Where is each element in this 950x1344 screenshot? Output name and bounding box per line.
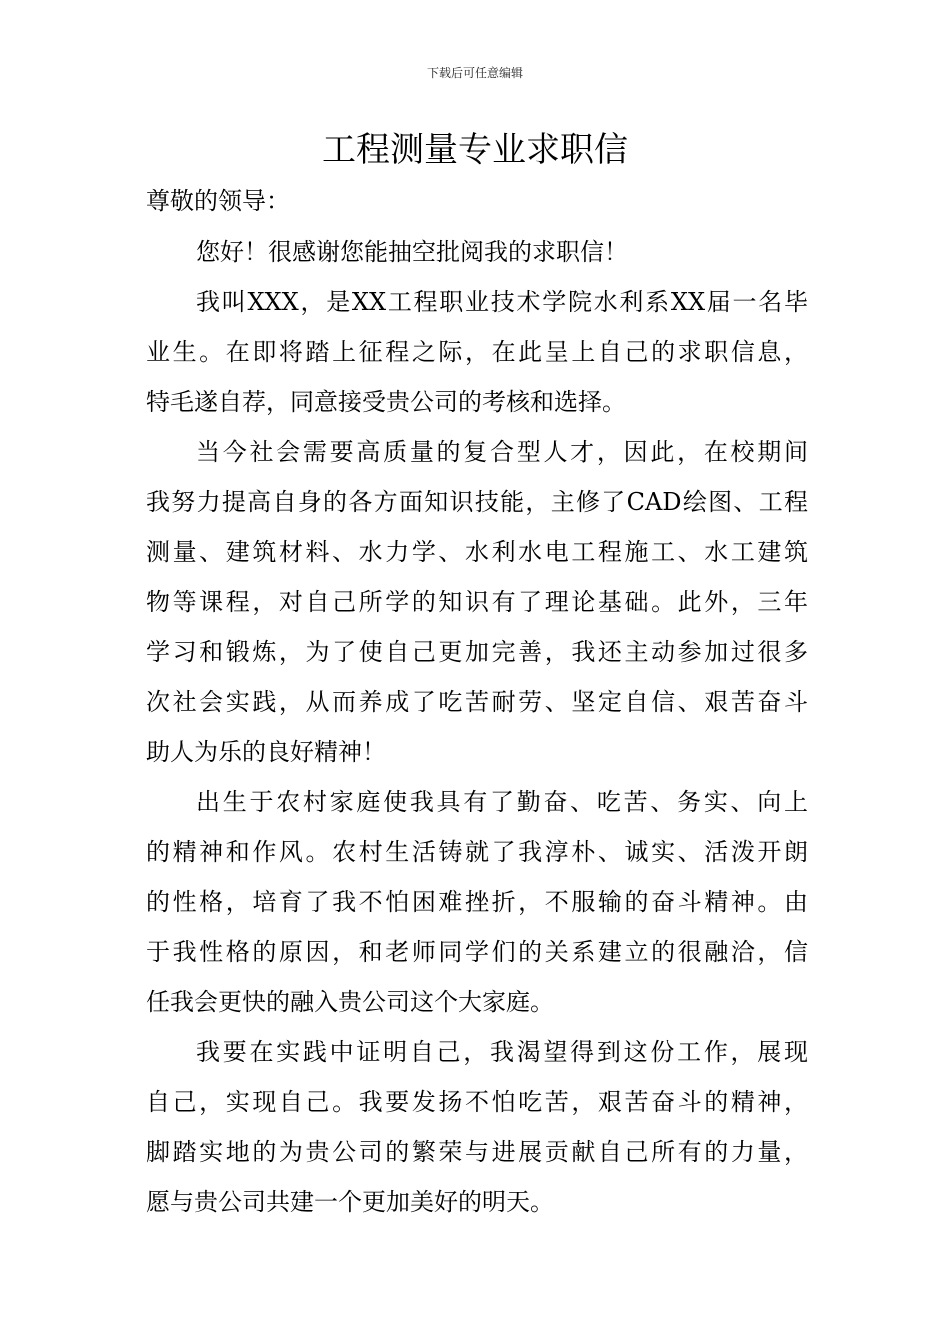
paragraph-line: 于我性格的原因，和老师同学们的关系建立的很融洽，信 [146,938,808,966]
paragraph-line: 自己，实现自己。我要发扬不怕吃苦，艰苦奋斗的精神， [146,1088,808,1116]
paragraph-line: 您好！很感谢您能抽空批阅我的求职信！ [196,238,628,266]
paragraph-line: 脚踏实地的为贵公司的繁荣与进展贡献自己所有的力量， [146,1138,808,1166]
page-header-note: 下载后可任意编辑 [426,66,523,80]
paragraph-line: 我要在实践中证明自己，我渴望得到这份工作，展现 [196,1038,808,1066]
letter-body [146,227,808,1227]
paragraph-line: 特毛遂自荐，同意接受贵公司的考核和选择。 [146,388,626,416]
paragraph-closing [146,1027,808,1227]
paragraph-education [146,427,808,777]
salutation: 尊敬的领导： [146,187,290,215]
paragraph-line: 测量、建筑材料、水力学、水利水电工程施工、水工建筑 [146,538,808,566]
paragraph-line: 的性格，培育了我不怕困难挫折，不服输的奋斗精神。由 [146,888,808,916]
paragraph-line: 的精神和作风。农村生活铸就了我淳朴、诚实、活泼开朗 [146,838,808,866]
paragraph-line: 次社会实践，从而养成了吃苦耐劳、坚定自信、艰苦奋斗 [146,688,808,716]
paragraph-line: 业生。在即将踏上征程之际，在此呈上自己的求职信息， [146,338,808,366]
paragraph-line: 我叫XXX，是XX工程职业技术学院水利系XX届一名毕 [196,288,808,316]
paragraph-line: 出生于农村家庭使我具有了勤奋、吃苦、务实、向上 [196,788,808,816]
paragraph-line: 我努力提高自身的各方面知识技能，主修了CAD绘图、工程 [146,488,808,516]
paragraph-line: 学习和锻炼，为了使自己更加完善，我还主动参加过很多 [146,638,808,666]
paragraph-line: 任我会更快的融入贵公司这个大家庭。 [146,988,554,1016]
paragraph-line: 物等课程，对自己所学的知识有了理论基础。此外，三年 [146,588,808,616]
paragraph-background [146,777,808,1027]
paragraph-line: 愿与贵公司共建一个更加美好的明天。 [146,1188,554,1216]
paragraph-line: 助人为乐的良好精神！ [146,738,386,766]
document-title: 工程测量专业求职信 [322,130,628,170]
paragraph-introduction [146,277,808,427]
paragraph-line: 当今社会需要高质量的复合型人才，因此，在校期间 [196,438,808,466]
paragraph-greeting [146,227,808,277]
